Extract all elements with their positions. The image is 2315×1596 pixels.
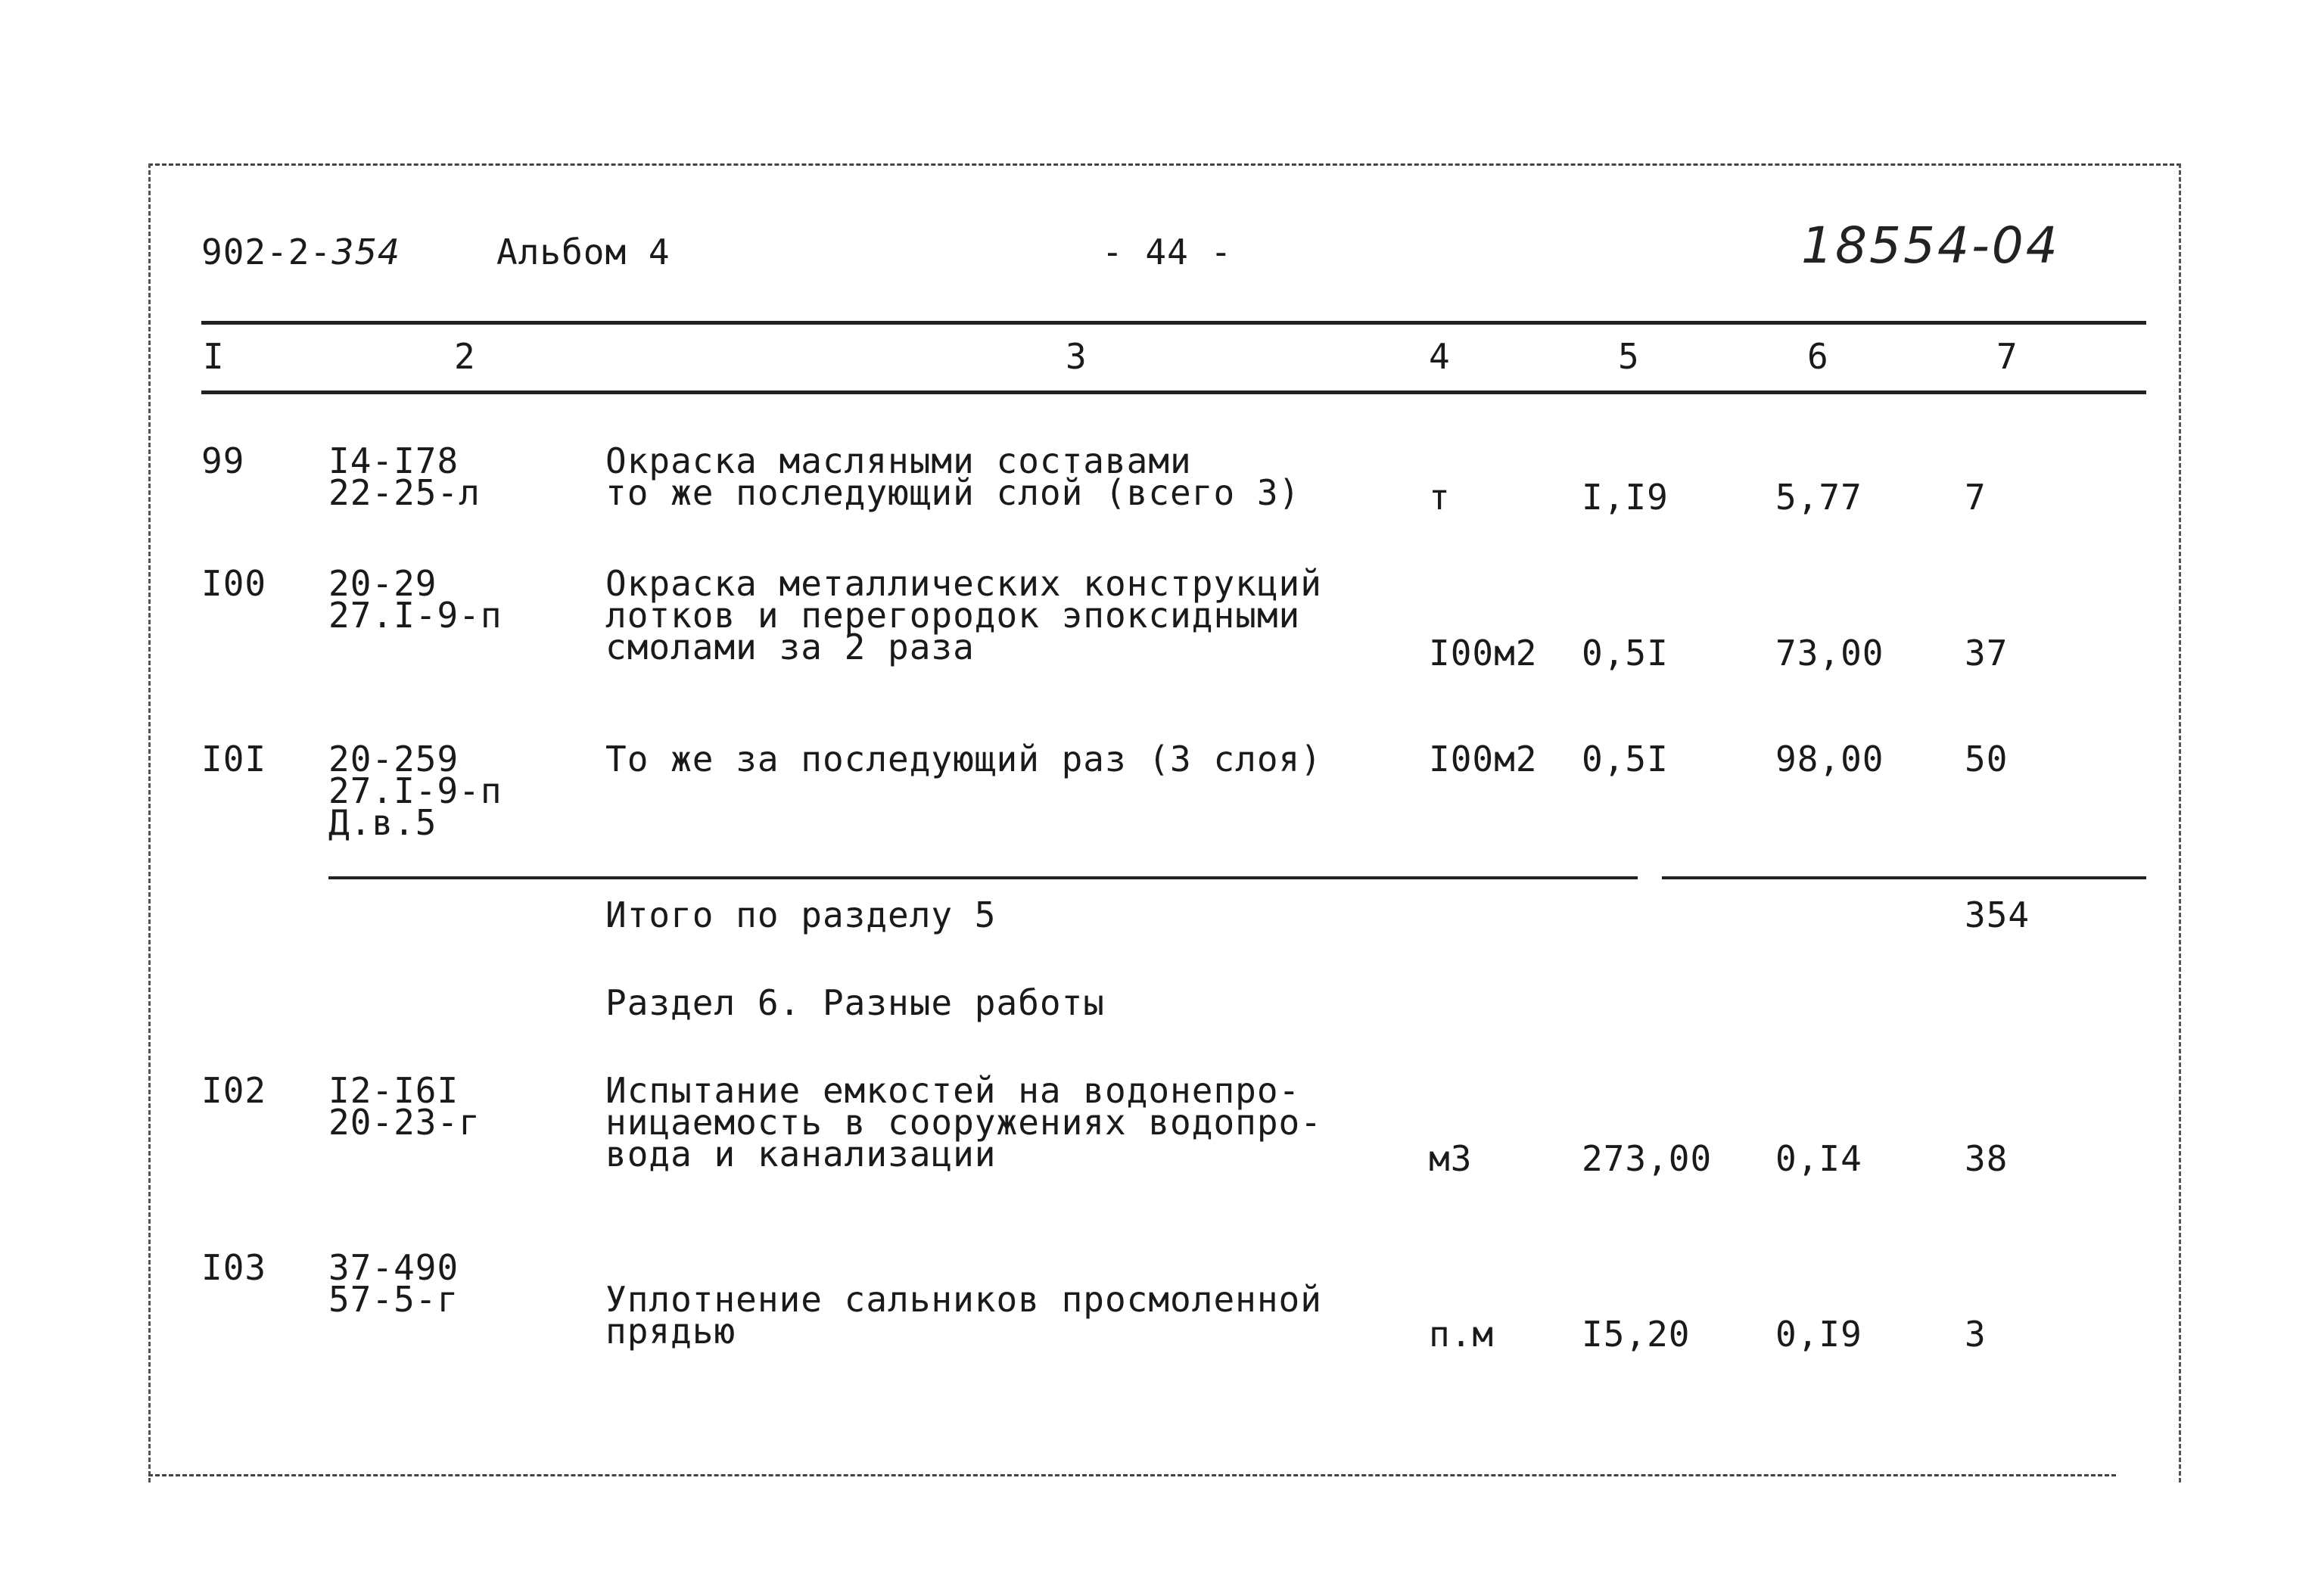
row-code-line: 20-29	[328, 563, 437, 604]
row-unit: I00м2	[1429, 633, 1538, 674]
row-qty: 0,5I	[1582, 633, 1669, 674]
row-total: 38	[1965, 1138, 2009, 1179]
row-total: 3	[1965, 1314, 1987, 1355]
col-header-4: 4	[1429, 336, 1451, 377]
row-total: 37	[1965, 633, 2009, 674]
col-header-1: I	[203, 336, 225, 377]
row-desc-line: Окраска металлических конструкций	[605, 563, 1322, 604]
row-desc-line: Окраска масляными составами	[605, 440, 1192, 481]
row-qty: I5,20	[1582, 1314, 1691, 1355]
row-price: 98,00	[1775, 739, 1884, 779]
col-header-3: 3	[1066, 336, 1087, 377]
row-code-line: 57-5-г	[328, 1279, 459, 1320]
row-code-line: I2-I6I	[328, 1070, 459, 1111]
row-qty: 273,00	[1582, 1138, 1713, 1179]
row-price: 73,00	[1775, 633, 1884, 674]
row-code-line: 20-23-г	[328, 1102, 481, 1143]
document-bottom-edge	[148, 1474, 2116, 1476]
project-prefix: 902-2-	[201, 232, 332, 272]
row-code-line: 20-259	[328, 739, 459, 779]
subtotal-rule-right	[1662, 876, 2146, 879]
row-code-line: Д.в.5	[328, 802, 437, 843]
row-code-line: 22-25-л	[328, 472, 481, 513]
row-total: 7	[1965, 477, 1987, 518]
row-unit: I00м2	[1429, 739, 1538, 779]
row-code-line: 37-490	[328, 1247, 459, 1288]
row-number: I02	[201, 1070, 267, 1111]
row-desc-line: вода и канализации	[605, 1134, 997, 1174]
row-total: 50	[1965, 739, 2009, 779]
handwritten-stamp: 18554-04	[1801, 216, 2060, 275]
row-code-line: 27.I-9-п	[328, 770, 503, 811]
project-number: 354	[331, 232, 400, 272]
col-header-2: 2	[454, 336, 476, 377]
row-unit: м3	[1429, 1138, 1473, 1179]
row-unit: т	[1429, 477, 1451, 518]
row-desc-line: То же за последующий раз (3 слоя)	[605, 739, 1322, 779]
row-price: 0,I9	[1775, 1314, 1862, 1355]
section-title: Раздел 6. Разные работы	[605, 982, 1105, 1023]
page-number: - 44 -	[1102, 232, 1233, 272]
row-number: I0I	[201, 739, 267, 779]
row-number: I00	[201, 563, 267, 604]
row-desc-line: Испытание емкостей на водонепро-	[605, 1070, 1301, 1111]
row-qty: 0,5I	[1582, 739, 1669, 779]
row-qty: I,I9	[1582, 477, 1669, 518]
row-code-line: I4-I78	[328, 440, 459, 481]
row-number: 99	[201, 440, 245, 481]
row-desc-line: прядью	[605, 1311, 736, 1352]
row-desc-line: Уплотнение сальников просмоленной	[605, 1279, 1322, 1320]
row-desc-line: лотков и перегородок эпоксидными	[605, 595, 1301, 636]
table-top-rule	[201, 321, 2146, 325]
row-desc-line: то же последующий слой (всего 3)	[605, 472, 1301, 513]
subtotal-label: Итого по разделу 5	[605, 894, 997, 935]
row-code-line: 27.I-9-п	[328, 595, 503, 636]
row-desc-line: ницаемость в сооружениях водопро-	[605, 1102, 1322, 1143]
subtotal-value: 354	[1965, 894, 2030, 935]
row-price: 5,77	[1775, 477, 1862, 518]
row-desc-line: смолами за 2 раза	[605, 627, 975, 667]
row-number: I03	[201, 1247, 267, 1288]
col-header-5: 5	[1618, 336, 1640, 377]
row-unit: п.м	[1429, 1314, 1495, 1355]
col-header-7: 7	[1996, 336, 2018, 377]
album-label: Альбом 4	[496, 232, 671, 272]
row-price: 0,I4	[1775, 1138, 1862, 1179]
col-header-6: 6	[1807, 336, 1829, 377]
subtotal-rule-left	[328, 876, 1638, 879]
header-bottom-rule	[201, 390, 2146, 394]
project-code	[201, 232, 400, 272]
